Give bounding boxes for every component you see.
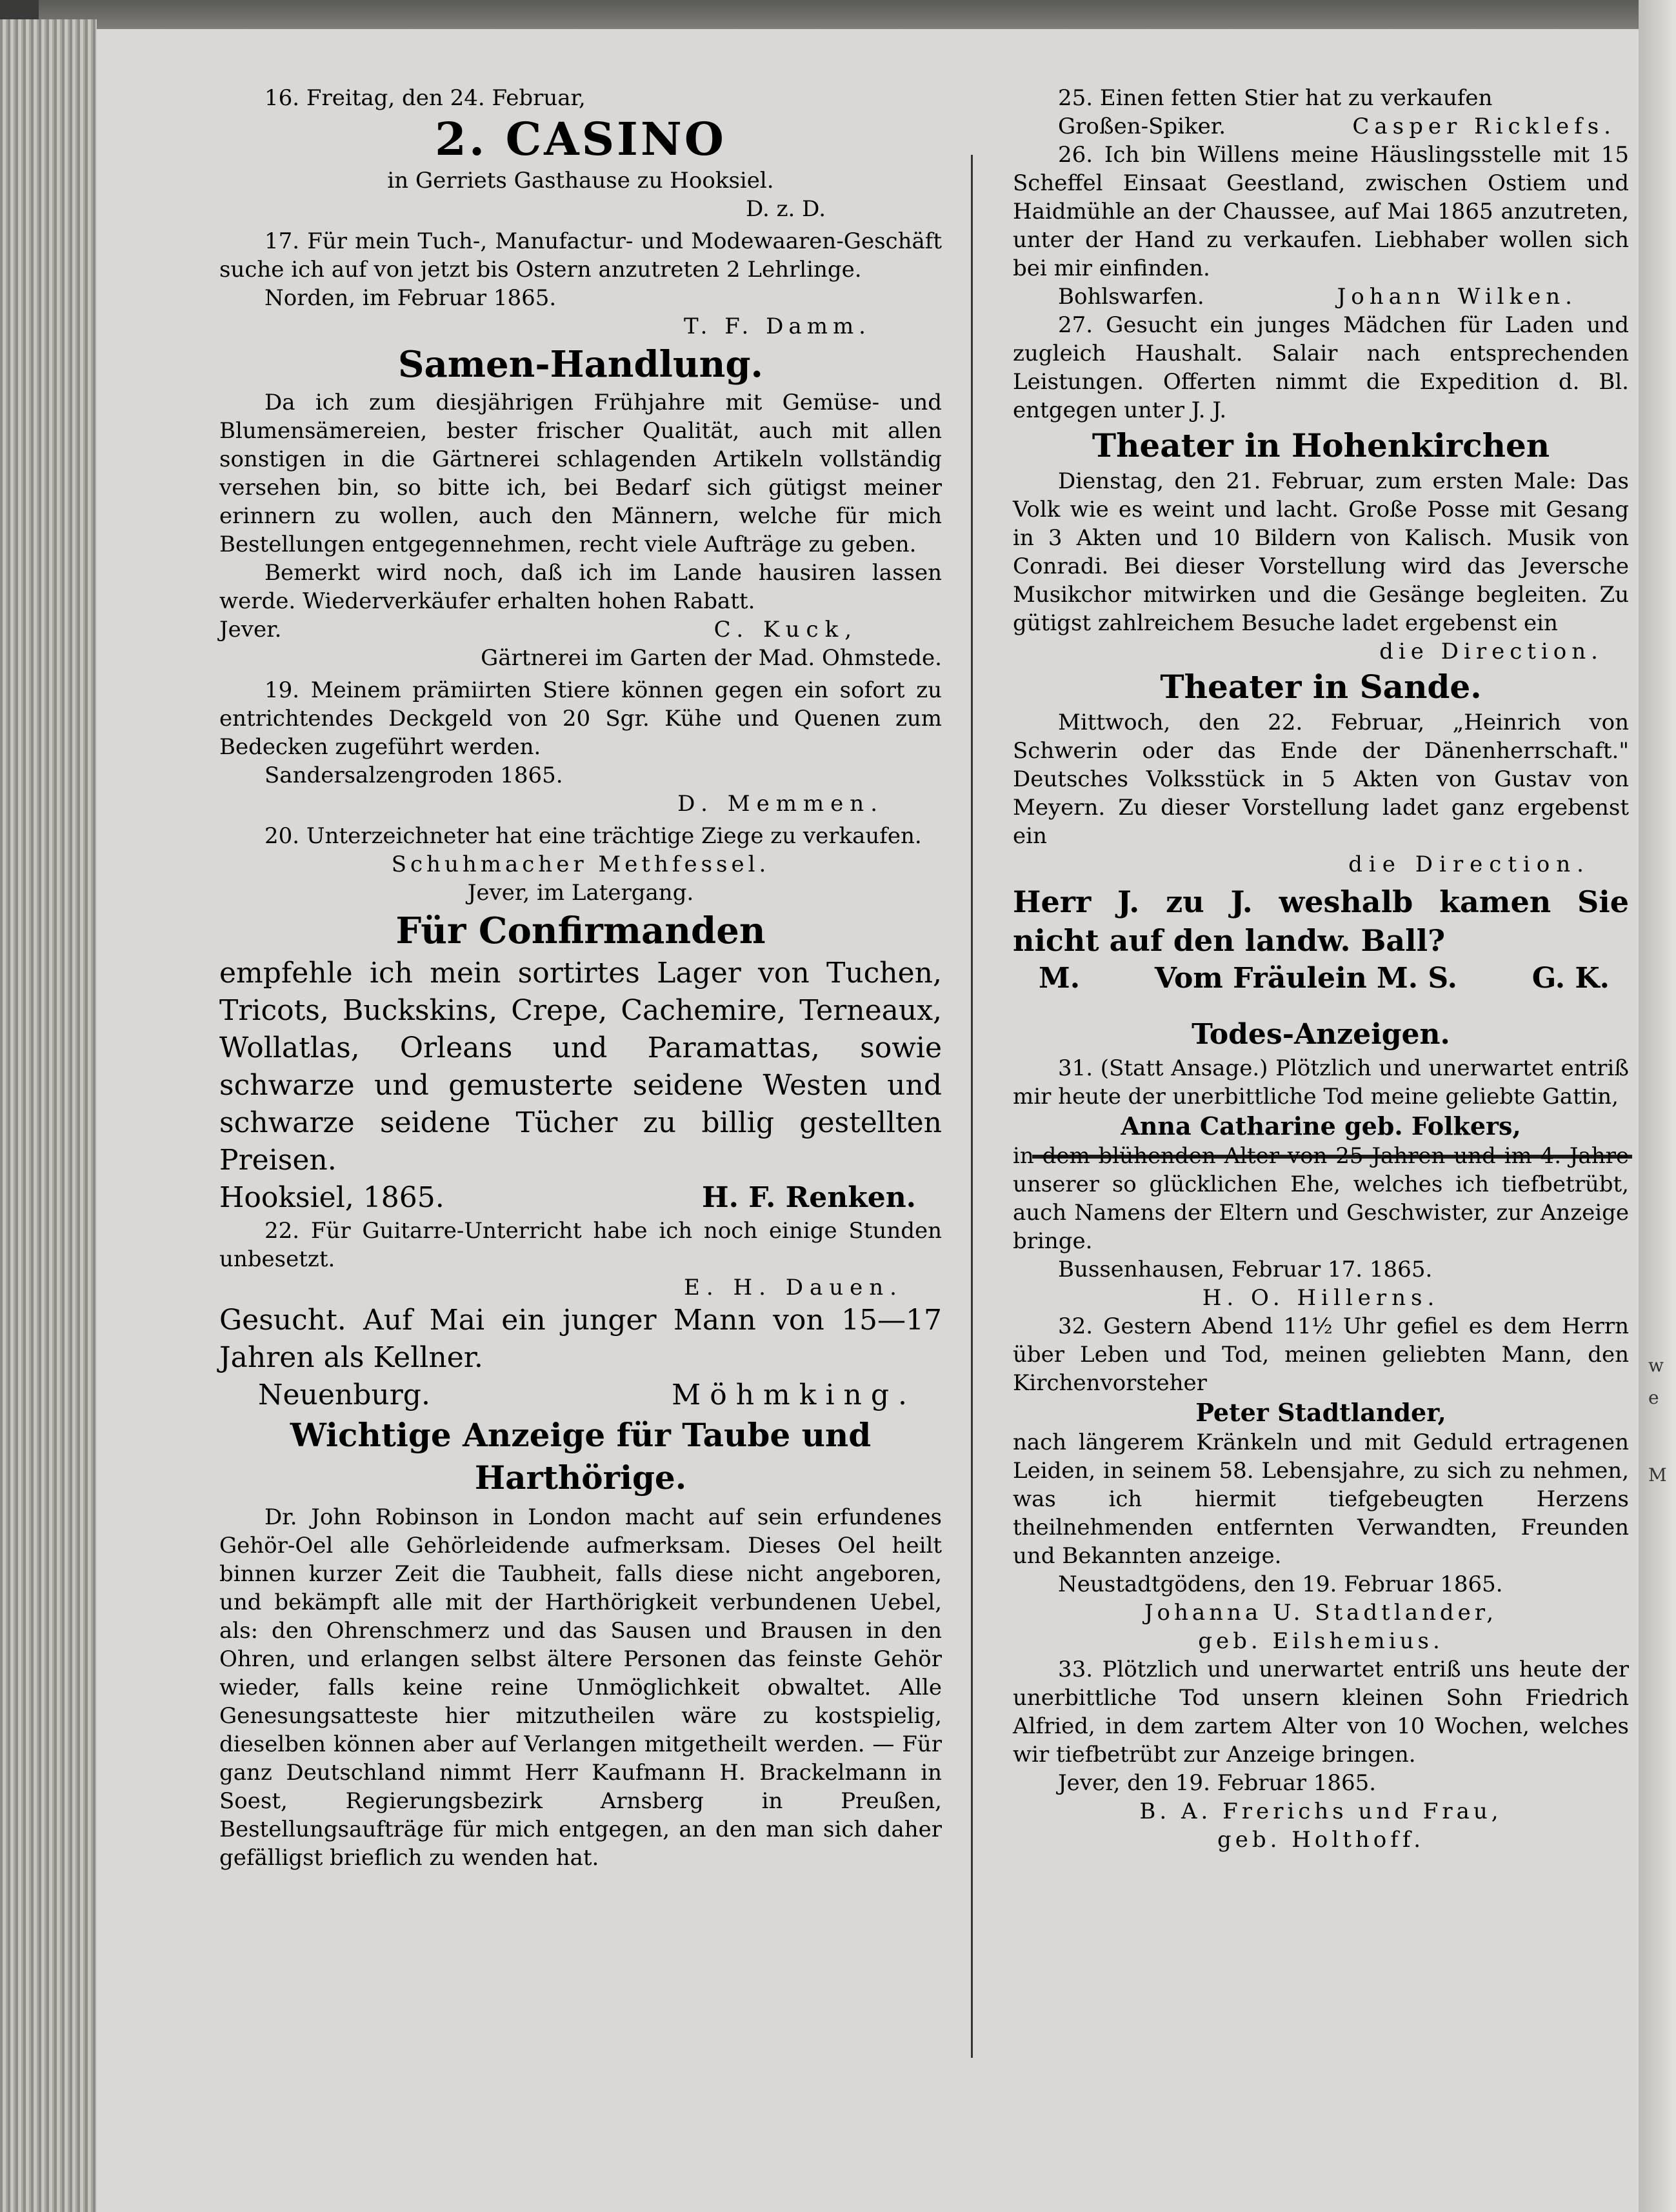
ad-25-signature: Casper Ricklefs. (1352, 114, 1616, 139)
strip-letter: e (1648, 1387, 1659, 1408)
ad-21-text: empfehle ich mein sortirtes Lager von Tuchen, Tricots, Buckskins, Crepe, Cachemire, Terneaux, Wollatlas, Orleans und Paramattas, sowie schwarze und gemusterte seidene Westen und schwarze seidene Tücher zu billig gestellten Preisen. (219, 957, 942, 1177)
ad-30-signature-m: M. (1039, 962, 1081, 995)
ad-28-title: Theater in Hohenkirchen (1092, 426, 1550, 464)
ad-19-place: Sandersalzengroden 1865. (264, 762, 563, 788)
ad-19-text: 19. Meinem prämiirten Stiere können gegen ein sofort zu entrichtendes Deckgeld von 20 Sgr. Kühe und Quenen zum Bedecken zugeführt werden. (219, 677, 942, 760)
ad-26-signature: Johann Wilken. (1337, 284, 1577, 310)
ad-18-signature-2: Gärtnerei im Garten der Mad. Ohmstede. (481, 645, 942, 671)
column-divider (971, 155, 973, 2058)
ad-33-signature-2: geb. Holthoff. (1217, 1827, 1425, 1853)
book-page-edges (0, 19, 97, 2212)
left-column (219, 84, 942, 1872)
ad-25-text: 25. Einen fetten Stier hat zu verkaufen (1058, 85, 1493, 111)
strip-letter: w (1648, 1355, 1664, 1376)
facing-page-strip (1639, 0, 1676, 2212)
ad-32-text-2: nach längerem Kränkeln und mit Geduld ertragenen Leiden, in seinem 58. Lebensjahre, zu sich zu nehmen, was ich hiermit tiefgebeugten Herzens theilnehmenden entfernten Verwandten, Freunden und Bekannten anzeige. (1013, 1430, 1629, 1569)
ad-18-text: Da ich zum diesjährigen Frühjahre mit Gemüse- und Blumensämereien, bester frischer Qualität, auch mit allen sonstigen in die Gärtnerei schlagenden Artikeln vollständig versehen bin, so bitte ich, bei Bedarf sich gütigst meiner erinnern zu wollen, auch den Männern, welche für mich Bestellungen entgegennehmen, recht viele Aufträge zu geben. (219, 390, 942, 557)
ad-18-title: Samen-Handlung. (398, 343, 763, 386)
ad-20-text: 20. Unterzeichneter hat eine trächtige Ziege zu verkaufen. (264, 823, 922, 849)
ad-29-title: Theater in Sande. (1160, 668, 1482, 706)
ad-18-signature: C. Kuck, (713, 617, 858, 643)
ad-17-place: Norden, im Februar 1865. (264, 285, 557, 311)
ad-31-text-2: in dem blühenden Alter von 25 Jahren und im 4. Jahre unserer so glücklichen Ehe, welches ich tiefbetrübt, auch Namens der Eltern und Geschwister, zur Anzeige bringe. (1013, 1143, 1629, 1254)
ad-16-place: in Gerriets Gasthause zu Hooksiel. (387, 168, 774, 194)
ad-21-sigline (219, 1179, 942, 1217)
ad-27-text: 27. Gesucht ein junges Mädchen für Laden und zugleich Haushalt. Salair nach entsprechenden Leistungen. Offerten nimmt die Expedition d. Bl. entgegen unter J. J. (1013, 312, 1629, 423)
ad-26-place: Bohlswarfen. (1058, 284, 1204, 310)
ad-31-name: Anna Catharine geb. Folkers, (1121, 1111, 1521, 1141)
ad-25-sigline (1013, 112, 1629, 141)
ad-24-title: Wichtige Anzeige für Taube und Harthörige. (290, 1416, 872, 1497)
ad-26-text: 26. Ich bin Willens meine Häuslingsstelle mit 15 Scheffel Einsaat Geestland, zwischen Ostiem und Haidmühle an der Chaussee, auf Mai 1865 anzutreten, unter der Hand zu verkaufen. Liebhaber wollen sich bei mir einfinden. (1013, 142, 1629, 281)
ad-21-place: Hooksiel, 1865. (219, 1181, 444, 1214)
ad-28-signature: die Direction. (1379, 639, 1603, 664)
strip-letter: M (1648, 1464, 1667, 1486)
ad-16-title: 2. CASINO (435, 112, 726, 166)
ad-23-text: Gesucht. Auf Mai ein junger Mann von 15—17 Jahren als Kellner. (219, 1304, 942, 1374)
ad-21-title: Für Confirmanden (395, 910, 766, 952)
ad-18-place: Jever. (219, 617, 282, 643)
ad-22-signature: E. H. Dauen. (684, 1275, 903, 1300)
ad-31-place: Bussenhausen, Februar 17. 1865. (1058, 1257, 1433, 1282)
ad-23-signature: Möhmking. (672, 1379, 916, 1411)
ad-29-text: Mittwoch, den 22. Februar, „Heinrich von Schwerin oder das Ende der Dänenherrschaft." Deutsches Volksstück in 5 Akten von Gustav von Meyern. Zu dieser Vorstellung ladet ganz ergebenst ein (1013, 710, 1629, 849)
ad-20-place: Jever, im Latergang. (467, 880, 694, 906)
ad-32-place: Neustadtgödens, den 19. Februar 1865. (1058, 1571, 1503, 1597)
ad-30-sigline (1013, 960, 1629, 997)
ad-33-place: Jever, den 19. Februar 1865. (1058, 1770, 1377, 1796)
ad-29-signature: die Direction. (1348, 852, 1590, 877)
ad-30-signature-gk: G. K. (1531, 962, 1610, 995)
ad-22-text: 22. Für Guitarre-Unterricht habe ich noch einige Stunden unbesetzt. (219, 1218, 942, 1272)
todes-heading: Todes-Anzeigen. (1192, 1018, 1450, 1051)
ad-19-signature: D. Memmen. (677, 791, 884, 817)
ad-28-text: Dienstag, den 21. Februar, zum ersten Male: Das Volk wie es weint und lacht. Große Posse mit Gesang in 3 Akten und 10 Bildern von Kalisch. Musik von Conradi. Bei dieser Vorstellung wird das Jeversche Musikchor mitwirken und die Gesänge begleiten. Zu gütigst zahlreichem Besuche ladet ergebenst ein (1013, 468, 1629, 636)
ad-17-text: 17. Für mein Tuch-, Manufactur- und Modewaaren-Geschäft suche ich auf von jetzt bis Ostern anzutreten 2 Lehrlinge. (219, 228, 942, 283)
ad-21-signature: H. F. Renken. (702, 1181, 916, 1214)
ad-26-sigline (1013, 283, 1629, 311)
ad-32-name: Peter Stadtlander, (1195, 1398, 1446, 1427)
ad-30-signature-mid: Vom Fräulein M. S. (1154, 962, 1457, 995)
ad-32-signature-2: geb. Eilshemius. (1198, 1628, 1444, 1654)
ad-24-text: Dr. John Robinson in London macht auf sein erfundenes Gehör-Oel alle Gehörleidende aufmerksam. Dieses Oel heilt binnen kurzer Zeit die Taubheit, falls diese nicht angeboren, und bekämpft alle mit der Harthörigkeit verbundenen Uebel, als: den Ohrenschmerz und das Sausen und Brausen in den Ohren, und erlangen selbst ältere Personen das feinste Gehör wieder, falls keine reine Unmöglichkeit obwaltet. Alle Genesungsatteste hier mitzutheilen wäre zu kostspielig, dieselben können aber auf Verlangen mitgetheilt werden. — Für ganz Deutschland nimmt Herr Kaufmann H. Brackelmann in Soest, Regierungsbezirk Arnsberg in Preußen, Bestellungsaufträge für mich entgegen, an den man sich daher gefälligst brieflich zu wenden hat. (219, 1504, 942, 1871)
ad-31-text: 31. (Statt Ansage.) Plötzlich und unerwartet entriß mir heute der unerbittliche Tod meine geliebte Gattin, (1013, 1055, 1629, 1110)
ad-17-signature: T. F. Damm. (683, 314, 871, 339)
ad-23-sigline (219, 1377, 942, 1414)
ad-23-place: Neuenburg. (258, 1379, 430, 1411)
ad-32-signature: Johanna U. Stadtlander, (1144, 1600, 1498, 1626)
ad-31-signature: H. O. Hillerns. (1202, 1285, 1440, 1311)
ad-30-text: Herr J. zu J. weshalb kamen Sie nicht auf den landw. Ball? (1013, 884, 1629, 958)
right-column (1013, 84, 1629, 1854)
ad-16-signature: D. z. D. (745, 196, 826, 222)
ad-20-signature: Schuhmacher Methfessel. (391, 852, 770, 877)
ad-33-signature: B. A. Frerichs und Frau, (1139, 1798, 1502, 1824)
ad-18-text: Bemerkt wird noch, daß ich im Lande hausiren lassen werde. Wiederverkäufer erhalten hohen Rabatt. (219, 560, 942, 614)
ad-25-place: Großen-Spiker. (1058, 114, 1226, 139)
ad-18-sigline (219, 615, 942, 644)
ad-33-text: 33. Plötzlich und unerwartet entriß uns heute der unerbittliche Tod unsern kleinen Sohn Friedrich Alfried, in dem zartem Alter von 10 Wochen, welches wir tiefbetrübt zur Anzeige bringen. (1013, 1657, 1629, 1768)
ad-32-text: 32. Gestern Abend 11½ Uhr gefiel es dem Herrn über Leben und Tod, meinen geliebten Mann, den Kirchenvorsteher (1013, 1313, 1629, 1396)
ad-16-date: 16. Freitag, den 24. Februar, (264, 85, 586, 111)
